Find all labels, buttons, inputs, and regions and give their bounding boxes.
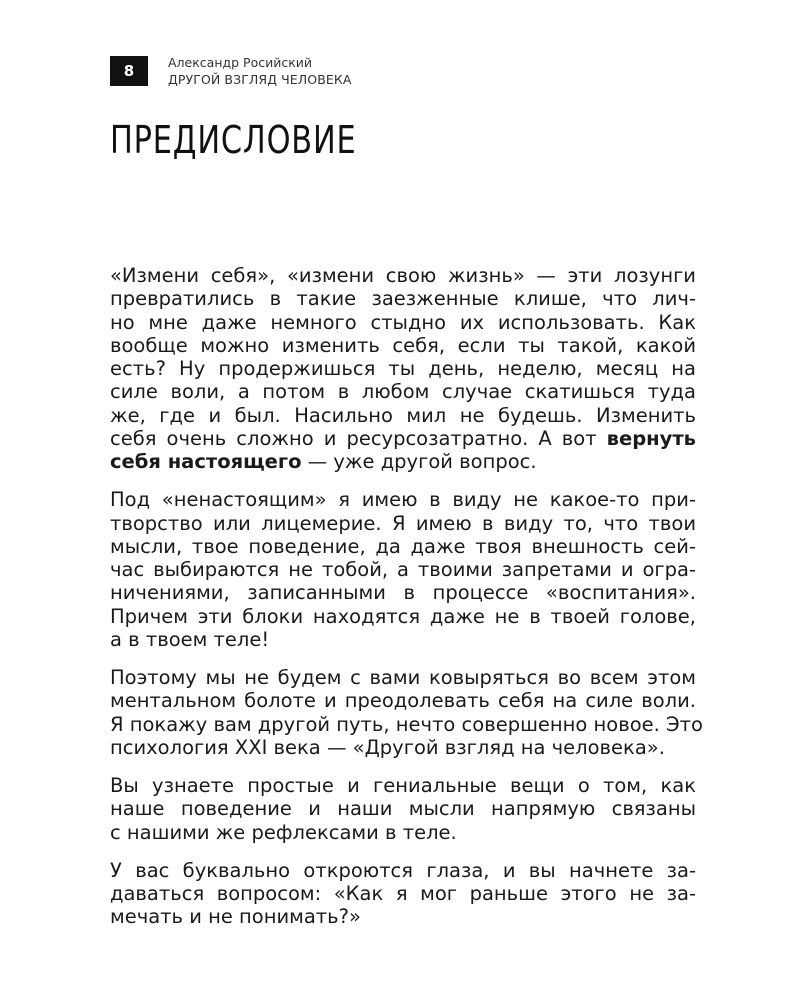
bold-emphasis: себя настоящего (110, 450, 302, 473)
text-line: вообще можно изменить себя, если ты такой, какой (110, 333, 696, 357)
paragraph-4 (110, 774, 696, 844)
paragraph-5 (110, 859, 696, 929)
text-line (110, 450, 696, 473)
text-line: Поэтому мы не будем с вами ковыряться во всем этом (110, 666, 696, 689)
text-line: мысли, твое поведение, да даже твоя внешность сей- (110, 534, 696, 558)
running-header (110, 56, 352, 86)
text-line: даваться вопросом: «Как я мог раньше этого не за- (110, 882, 696, 905)
text-line: Я покажу вам другой путь, нечто совершенно новое. Это (110, 712, 703, 736)
text-line: ничениями, записанными в процессе «воспитания». (110, 581, 696, 605)
text-run: себя очень сложно и ресурсозатратно. А вот (110, 426, 607, 450)
author-name: Александр Росийский (168, 55, 313, 70)
text-run: — уже другой вопрос. (301, 450, 537, 473)
text-line: наше поведение и наши мысли напрямую связаны (110, 797, 696, 821)
text-line: а в твоем теле! (110, 627, 270, 651)
chapter-title: ПРЕДИСЛОВИЕ (110, 118, 357, 162)
body-text (110, 264, 703, 944)
paragraph-3 (110, 666, 703, 759)
text-line: с нашими же рефлексами в теле. (110, 820, 457, 844)
text-line: же, где и был. Насильно мил не будешь. Изменить (110, 403, 696, 427)
paragraph-2 (110, 488, 696, 651)
text-line: силе воли, а потом в любом случае скатишься туда (110, 380, 696, 404)
text-line: Под «ненастоящим» я имею в виду не какое-то при- (110, 488, 696, 512)
text-line: «Измени себя», «измени свою жизнь» — эти лозунги (110, 264, 696, 287)
text-line: Причем эти блоки находятся даже не в твоей голове, (110, 604, 696, 628)
text-line: превратились в такие заезженные клише, что лич- (110, 287, 696, 311)
text-line: мечать и не понимать?» (110, 905, 361, 929)
text-line (110, 427, 696, 450)
text-line: но мне даже немного стыдно их использовать. Как (110, 310, 696, 334)
bold-emphasis: вернуть (606, 426, 696, 450)
paragraph-1 (110, 264, 696, 473)
page-number: 8 (110, 56, 148, 86)
text-line: Вы узнаете простые и гениальные вещи о том, как (110, 774, 696, 797)
text-line: творство или лицемерие. Я имею в виду то, что твои (110, 511, 696, 535)
text-line: У вас буквально откроются глаза, и вы начнете за- (110, 858, 696, 882)
text-line: час выбираются не тобой, а твоими запретами и огра- (110, 558, 696, 581)
book-title: ДРУГОЙ ВЗГЛЯД ЧЕЛОВЕКА (168, 72, 352, 87)
text-line: есть? Ну продержишься ты день, неделю, месяц на (110, 357, 696, 380)
text-line: психология XXI века — «Другой взгляд на человека». (110, 735, 665, 759)
running-head-text (168, 54, 352, 88)
text-line: ментальном болоте и преодолевать себя на силе воли. (110, 689, 696, 713)
